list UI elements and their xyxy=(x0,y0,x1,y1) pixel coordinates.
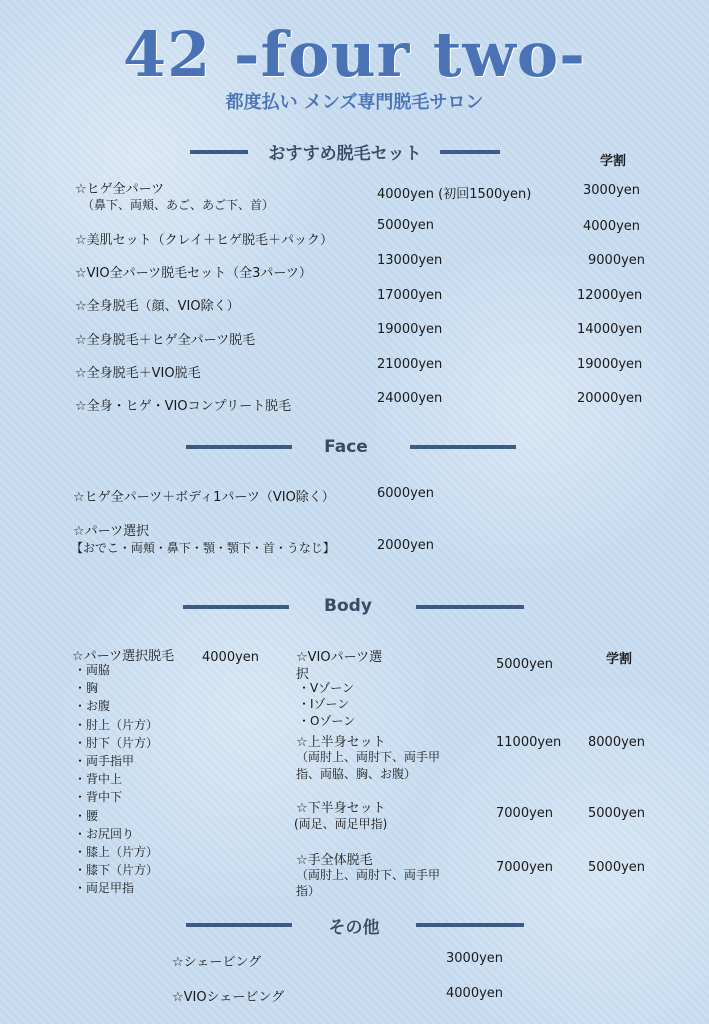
menu-item-name: ☆全身脱毛＋ヒゲ全パーツ脱毛 xyxy=(75,333,256,348)
section-divider-left xyxy=(183,605,289,609)
menu-item-student-price: 12000yen xyxy=(577,288,643,303)
list-item: ・両足甲指 xyxy=(74,881,135,896)
menu-item-name: ☆手全体脱毛 xyxy=(296,853,373,868)
menu-item-name: ☆ヒゲ全パーツ＋ボディ1パーツ（VIO除く） xyxy=(73,490,335,505)
section-divider-right xyxy=(416,605,524,609)
menu-item-price: 5000yen xyxy=(377,218,435,233)
menu-item-detail: （鼻下、両頬、あご、あご下、首） xyxy=(82,198,275,212)
list-item: ・肘下（片方） xyxy=(74,735,159,750)
menu-item-price: 4000yen (初回1500yen) xyxy=(377,187,532,202)
menu-item-price: 2000yen xyxy=(377,538,435,553)
menu-item-name: ☆VIOシェービング xyxy=(172,990,285,1005)
menu-item-student-price: 14000yen xyxy=(577,322,643,337)
menu-item-name: ☆上半身セット xyxy=(296,735,386,750)
menu-item-student-price: 5000yen xyxy=(588,806,646,821)
parts-selection-price: 4000yen xyxy=(202,650,260,665)
menu-item-name: ☆パーツ選択 xyxy=(73,524,150,539)
menu-item-name: ☆VIO全パーツ脱毛セット（全3パーツ） xyxy=(75,266,312,281)
menu-item-student-price: 9000yen xyxy=(588,253,646,268)
menu-item-price: 21000yen xyxy=(377,357,443,372)
menu-item-name: ☆美肌セット（クレイ＋ヒゲ脱毛＋パック） xyxy=(75,233,334,248)
list-item: ・背中上 xyxy=(74,772,123,787)
menu-item-name: ☆VIOパーツ選 xyxy=(296,650,383,665)
list-item: ・胸 xyxy=(74,681,99,696)
menu-item-student-price: 8000yen xyxy=(588,735,646,750)
menu-item-price: 24000yen xyxy=(377,391,443,406)
section-heading-other: その他 xyxy=(328,918,380,938)
section-divider-left xyxy=(186,923,292,927)
section-heading-face: Face xyxy=(324,437,368,457)
menu-item-detail: （両肘上、両肘下、両手甲 xyxy=(296,868,441,882)
menu-item-price: 13000yen xyxy=(377,253,443,268)
menu-item-detail: 【おでこ・両頬・鼻下・顎・顎下・首・うなじ】 xyxy=(71,541,335,555)
menu-item-student-price: 19000yen xyxy=(577,357,643,372)
menu-item-price: 6000yen xyxy=(377,486,435,501)
section-divider-right xyxy=(416,923,524,927)
list-item: ・Vゾーン xyxy=(298,681,354,695)
menu-item-name: ☆全身脱毛＋VIO脱毛 xyxy=(75,366,201,381)
menu-item-name: ☆シェービング xyxy=(172,955,262,970)
list-item: ・膝上（片方） xyxy=(74,845,159,860)
menu-item-name: ☆ヒゲ全パーツ xyxy=(75,182,165,197)
salon-title: 42 -four two- xyxy=(122,18,587,91)
section-divider-right xyxy=(410,445,516,449)
menu-item-student-price: 20000yen xyxy=(577,391,643,406)
list-item: ・お尻回り xyxy=(74,826,135,841)
list-item: ・両手指甲 xyxy=(74,754,135,769)
menu-item-price: 5000yen xyxy=(496,657,554,672)
salon-subtitle: 都度払い メンズ専門脱毛サロン xyxy=(225,92,484,113)
menu-item-price: 11000yen xyxy=(496,735,562,750)
body-parts-list xyxy=(74,661,158,898)
menu-item-name: ☆全身・ヒゲ・VIOコンプリート脱毛 xyxy=(75,399,292,414)
list-item: ・お腹 xyxy=(74,699,111,714)
menu-item-name: ☆全身脱毛（顔、VIO除く） xyxy=(75,299,240,314)
menu-item-price: 4000yen xyxy=(446,986,504,1001)
menu-item-detail: （両肘上、両肘下、両手甲 xyxy=(296,750,441,764)
list-item: ・Oゾーン xyxy=(298,714,356,729)
list-item: ・Iゾーン xyxy=(298,697,350,712)
menu-item-price: 19000yen xyxy=(377,322,443,337)
menu-item-detail: 指、両脇、胸、お腹） xyxy=(296,767,417,781)
menu-item-price: 7000yen xyxy=(496,860,554,875)
menu-item-detail: 指） xyxy=(296,884,321,898)
menu-item-student-price: 3000yen xyxy=(583,183,641,198)
section-heading-recommended: おすすめ脱毛セット xyxy=(268,144,422,164)
list-item: ・肘上（片方） xyxy=(74,717,159,732)
menu-item-detail: (両足、両足甲指) xyxy=(294,817,388,831)
menu-item-name: ☆下半身セット xyxy=(296,801,386,816)
section-divider-left xyxy=(186,445,292,449)
section-divider-left xyxy=(190,150,248,154)
parts-selection-name: ☆パーツ選択脱毛 xyxy=(72,649,175,664)
list-item: ・腰 xyxy=(74,808,99,823)
menu-item-price: 3000yen xyxy=(446,951,504,966)
menu-item-price: 17000yen xyxy=(377,288,443,303)
menu-item-price: 7000yen xyxy=(496,806,554,821)
student-discount-label: 学割 xyxy=(600,154,627,169)
student-discount-label: 学割 xyxy=(606,652,633,667)
section-divider-right xyxy=(440,150,500,154)
menu-item-name-continued: 択 xyxy=(296,667,310,682)
list-item: ・背中下 xyxy=(74,790,123,805)
section-heading-body: Body xyxy=(324,596,372,616)
menu-item-student-price: 5000yen xyxy=(588,860,646,875)
list-item: ・両脇 xyxy=(74,663,111,677)
list-item: ・膝下（片方） xyxy=(74,863,159,878)
vio-zone-list xyxy=(298,679,355,730)
menu-item-student-price: 4000yen xyxy=(583,219,641,234)
